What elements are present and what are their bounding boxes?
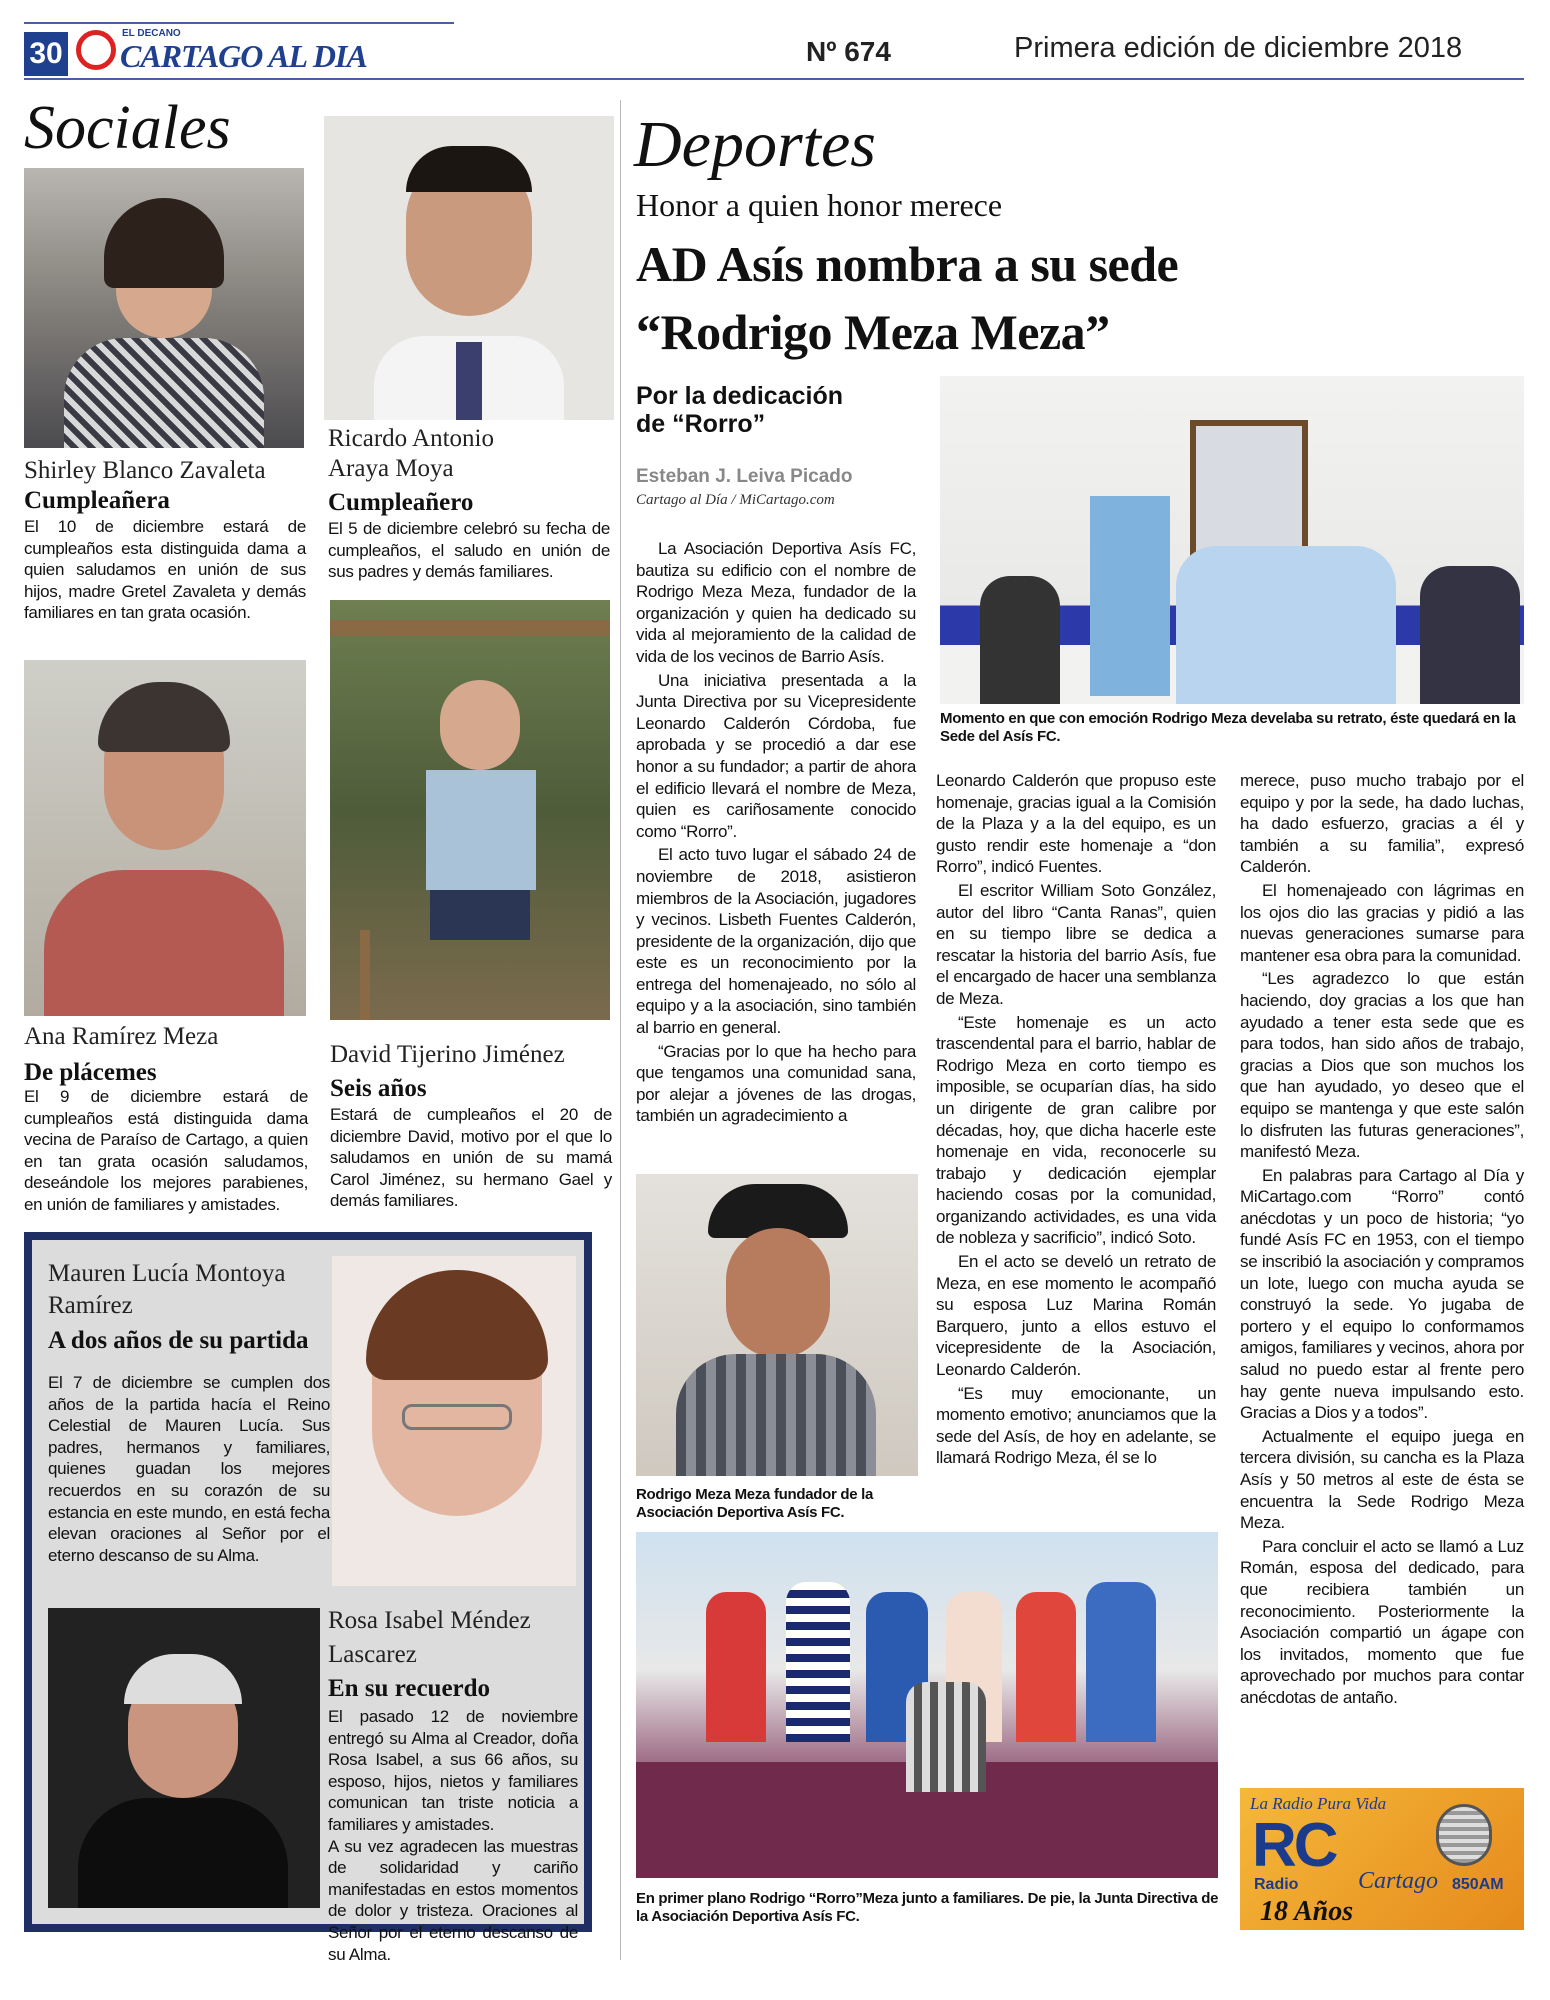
col1-p4: “Gracias por lo que ha hecho para que tengamos una comunidad sana, por alejar a jóvenes de las drogas, también un agradecimiento a [636, 1041, 916, 1126]
issue-number: Nº 674 [806, 36, 891, 67]
caption-rodrigo: Rodrigo Meza Meza fundador de la Asociación Deportiva Asís FC. [636, 1486, 874, 1521]
text-shirley: El 10 de diciembre estará de cumpleaños esta distinguida dama a quien saludamos en unión de sus hijos, madre Gretel Zavaleta y demás familiares en tan grata ocasión. [24, 517, 306, 623]
name-rosa: Rosa Isabel Méndez Lascarez [328, 1607, 531, 1668]
sub-ricardo: Cumpleañero [328, 489, 474, 516]
sociales-title: Sociales [24, 94, 231, 162]
logo-title: CARTAGO AL DIA [120, 38, 367, 74]
col3-p3: “Les agradezco lo que están haciendo, doy gracias a los que han ayudado a tener esta sede que es para todos, han sido años de trabajo, gracias a Dios que son muchos los que han ayudado, yo deseo que el equipo se mantenga y que este salón lo disfruten las futuras generaciones”, manifestó Meza. [1240, 969, 1524, 1162]
header-bottom-rule [24, 78, 1524, 80]
photo-david [330, 600, 610, 1020]
page-number: 30 [24, 32, 68, 76]
sub-mauren: A dos años de su partida [48, 1327, 309, 1354]
text-rosa [328, 1706, 578, 1965]
col2-p4: En el acto se develó un retrato de Meza, en ese momento le acompañó su esposa Luz Marina Román Barquero, junto a ellos estuvo el vicepresidente de la Asociación, Leonardo Calderón. [936, 1252, 1216, 1380]
col3-p2: El homenajeado con lágrimas en los ojos dio las gracias y pidió a las nuevas generaciones sumarse para mantener esa obra para la comunidad. [1240, 880, 1524, 965]
sub-shirley: Cumpleañera [24, 487, 170, 514]
col2-p3: “Este homenaje es un acto trascendental para el barrio, hablar de Rodrigo Meza en corto tiempo es imposible, se ocuparían días, ha sido un dirigente de gran calibre por décadas, hoy, que dicha hacerle este homenaje en vida, reconocerle su trabajo y dedicación ejemplar haciendo cosas por la comunidad, organizando actividades, es una vida de nobleza y sacrificio”, indicó Soto. [936, 1012, 1216, 1248]
text-ana: El 9 de diciembre estará de cumpleaños está distinguida dama vecina de Paraíso de Cartago, a quien en tan grata ocasión saludamos, deseándole los mejores parabienes, en unión de familiares y amistades. [24, 1087, 308, 1214]
col2-p5: “Es muy emocionante, un momento emotivo; anunciamos que la sede del Asís, de hoy en adelante, se llamará Rodrigo Meza, él se lo [936, 1383, 1216, 1468]
ad-freq: 850AM [1452, 1876, 1504, 1893]
ad-slogan: La Radio Pura Vida [1250, 1794, 1387, 1813]
memorial-box [24, 1232, 592, 1964]
source: Cartago al Día / MiCartago.com [636, 492, 835, 508]
name-ricardo: Ricardo Antonio Araya Moya [328, 425, 494, 482]
photo-mauren [332, 1256, 576, 1586]
header-top-rule [24, 22, 454, 24]
article-col-3 [1240, 770, 1524, 1711]
text-david: Estará de cumpleaños el 20 de diciembre David, motivo por el que lo saludamos en unión de su mamá Carol Jiménez, su hermano Gael y demás familiares. [330, 1105, 612, 1211]
kicker: Honor a quien honor merece [636, 187, 1003, 223]
col3-p1: merece, puso mucho trabajo por el equipo y por la sede, ha dado luchas, ha dado esfuerzo, gracias a él y también a su familia”, expresó Calderón. [1240, 771, 1524, 877]
subhead-line-2: de “Rorro” [636, 410, 766, 438]
headline-line-2: “Rodrigo Meza Meza” [636, 304, 1110, 360]
photo-unveiling [940, 376, 1524, 704]
header [24, 22, 1524, 80]
logo-badge: EL DECANO [122, 28, 181, 39]
sub-david: Seis años [330, 1075, 427, 1102]
ad-years: 18 Años [1260, 1896, 1354, 1927]
sub-rosa: En su recuerdo [328, 1675, 491, 1702]
text-ricardo: El 5 de diciembre celebró su fecha de cumpleaños, el saludo en unión de sus padres y demás familiares. [328, 519, 610, 582]
col3-p6: Para concluir el acto se llamó a Luz Román, esposa del dedicado, para que recibiera también un reconocimiento. Posteriormente la Asociación compartió un ágape con los invitados, momento que fue aprovechado por muchos para contar anécdotas de antaño. [1240, 1536, 1524, 1707]
subhead-line-1: Por la dedicación [636, 382, 844, 410]
microphone-icon [1436, 1804, 1492, 1866]
text-rosa-p2: A su vez agradecen las muestras de solidaridad y cariño manifestadas en estos momentos de dolor y tristeza. Oraciones al Señor por el eterno descanso de su Alma. [328, 1836, 578, 1964]
ad-radio: Radio [1254, 1876, 1299, 1893]
photo-rodrigo [636, 1174, 918, 1476]
photo-ana [24, 660, 306, 1016]
col3-p5: Actualmente el equipo juega en tercera división, su cancha es la Plaza Asís y 50 metros al este de ésta se encuentra la Sede Rodrigo Meza Meza. [1240, 1426, 1524, 1533]
name-shirley: Shirley Blanco Zavaleta [24, 457, 266, 484]
article-col-2 [936, 770, 1216, 1471]
column-divider [620, 100, 621, 1960]
col1-p3: El acto tuvo lugar el sábado 24 de noviembre de 2018, asistieron miembros de la Asociación, jugadores y vecinos. Lisbeth Fuentes Calderón, presidente de la organización, dijo que este es un reconocimiento por la entrega del homenajeado, no sólo al equipo y a la asociación, sino también al barrio en general. [636, 845, 916, 1038]
name-ana: Ana Ramírez Meza [24, 1023, 219, 1050]
sub-ana: De plácemes [24, 1059, 157, 1086]
edition-label: Primera edición de diciembre 2018 [1014, 32, 1463, 64]
headline-line-1: AD Asís nombra a su sede [636, 236, 1179, 292]
col2-p2: El escritor William Soto González, autor del libro “Canta Ranas”, quien en su tiempo libre se dedica a rescatar la historia del barrio Asís, fue el encargado de hacer una semblanza de Meza. [936, 880, 1216, 1008]
ad-brand: RC [1252, 1811, 1336, 1880]
logo-ring-icon [76, 30, 116, 70]
byline: Esteban J. Leiva Picado [636, 466, 853, 487]
ad-city: Cartago [1358, 1868, 1439, 1894]
subhead [636, 382, 906, 438]
name-david: David Tijerino Jiménez [330, 1041, 565, 1068]
photo-shirley [24, 168, 304, 448]
text-rosa-p1: El pasado 12 de noviembre entregó su Alma al Creador, doña Rosa Isabel, a sus 66 años, su esposo, hijos, nietos y familiares comunican tan triste noticia a familiares y amistades. [328, 1707, 578, 1834]
name-mauren: Mauren Lucía Montoya Ramírez [48, 1260, 286, 1319]
caption-group: En primer plano Rodrigo “Rorro”Meza junto a familiares. De pie, la Junta Directiva de la Asociación Deportiva Asís FC. [636, 1890, 1219, 1925]
col3-p4: En palabras para Cartago al Día y MiCartago.com “Rorro” contó anécdotas y un poco de historia; “yo fundé Asís FC en 1953, con el tiempo se inscribió la asociación y compramos un lote, luego con mucha ayuda se construyó la sede. Yo jugaba de portero y el equipo lo conformamos amigos, familiares y vecinos, ahora por salud no puedo estar al frente pero hay gente nueva impulsando esto. Gracias a Dios y a todos”. [1240, 1165, 1524, 1423]
photo-group [636, 1532, 1218, 1878]
text-mauren: El 7 de diciembre se cumplen dos años de la partida hacía el Reino Celestial de Mauren Lucía. Sus padres, hermanos y familiares, quienes guadan los mejores recuerdos en su corazón de su estancia en este mundo, en está fecha elevan oraciones al Señor por el eterno descanso de su Alma. [48, 1373, 330, 1565]
photo-rosa [48, 1608, 320, 1908]
photo-ricardo [324, 116, 614, 420]
col1-p1: La Asociación Deportiva Asís FC, bautiza su edificio con el nombre de Rodrigo Meza Meza, fundador de la organización y quien ha dedicado su vida al mejoramiento de la calidad de vida de los vecinos de Barrio Asís. [636, 539, 916, 666]
col2-p1: Leonardo Calderón que propuso este homenaje, gracias igual a la Comisión de la Plaza y a la del equipo, es un gusto rendir este homenaje a “don Rorro”, indicó Fuentes. [936, 771, 1216, 877]
article-col-1 [636, 538, 916, 1129]
deportes-title: Deportes [634, 108, 876, 181]
radio-ad [1240, 1788, 1524, 1930]
col1-p2: Una iniciativa presentada a la Junta Directiva por su Vicepresidente Leonardo Calderón Córdoba, fue aprobada y se procedió a dar ese honor a su fundador; a partir de ahora el edificio llevará el nombre de Meza, quien es cariñosamente conocido como “Rorro”. [636, 670, 916, 841]
caption-unveiling: Momento en que con emoción Rodrigo Meza develaba su retrato, éste quedará en la Sede del Asís FC. [940, 710, 1516, 745]
